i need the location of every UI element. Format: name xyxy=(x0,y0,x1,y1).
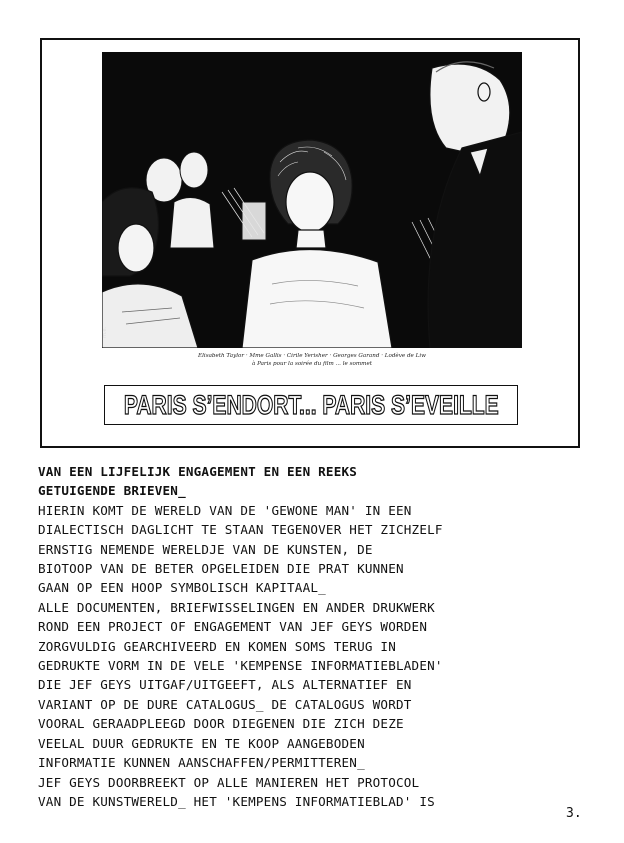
newspaper-headline: PARIS S’ENDORT... PARIS S’EVEILLE xyxy=(123,389,499,420)
party-scene-drawing xyxy=(102,52,522,348)
newspaper-headline-box xyxy=(104,385,518,425)
text-line: VOORAL GERAADPLEEGD DOOR DIEGENEN DIE ZICH DEZE xyxy=(38,716,404,732)
caption-line-1: Elisabeth Taylor · Mme Gallis · Cirile Yerisher · Georges Garand · Lodève de Liw xyxy=(198,353,426,359)
title-line: VAN EEN LIJFELIJK ENGAGEMENT EN EEN REEKS xyxy=(38,464,358,479)
text-line: VAN DE KUNSTWERELD_ HET 'KEMPENS INFORMATIEBLAD' IS xyxy=(38,793,435,809)
text-line: ZORGVULDIG GEARCHIVEERD EN KOMEN SOMS TERUG IN xyxy=(38,638,396,654)
text-line: VARIANT OP DE DURE CATALOGUS_ DE CATALOGUS WORDT xyxy=(38,696,412,712)
text-line: ALLE DOCUMENTEN, BRIEFWISSELINGEN EN ANDER DRUKWERK xyxy=(38,599,435,615)
handwritten-text-block xyxy=(38,462,600,811)
text-line: GAAN OP EEN HOOP SYMBOLISCH KAPITAAL_ xyxy=(38,580,326,596)
text-line: JEF GEYS DOORBREEKT OP ALLE MANIEREN HET PROTOCOL xyxy=(38,774,420,790)
text-line: GEDRUKTE VORM IN DE VELE 'KEMPENSE INFORMATIEBLADEN' xyxy=(38,658,443,674)
text-line: DIALECTISCH DAGLICHT TE STAAN TEGENOVER HET ZICHZELF xyxy=(38,522,443,538)
text-line: DIE JEF GEYS UITGAF/UITGEEFT, ALS ALTERNATIEF EN xyxy=(38,677,412,693)
party-illustration xyxy=(102,52,522,348)
page-number: 3. xyxy=(566,806,582,821)
text-line: BIOTOOP VAN DE BETER OPGELEIDEN DIE PRAT KUNNEN xyxy=(38,561,404,577)
title-line: GETUIGENDE BRIEVEN_ xyxy=(38,483,186,499)
svg-text:m.e.: m.e. xyxy=(102,326,108,338)
text-line: ROND EEN PROJECT OF ENGAGEMENT VAN JEF GEYS WORDEN xyxy=(38,619,428,635)
caption-line-2: à Paris pour la soirée du film ... le sommet xyxy=(251,361,373,367)
text-line: VEELAL DUUR GEDRUKTE EN TE KOOP AANGEBODEN xyxy=(38,735,365,751)
illustration-frame xyxy=(40,38,580,448)
text-line: ERNSTIG NEMENDE WERELDJE VAN DE KUNSTEN, DE xyxy=(38,541,373,557)
text-line: INFORMATIE KUNNEN AANSCHAFFEN/PERMITTEREN_ xyxy=(38,755,365,771)
text-line: HIERIN KOMT DE WERELD VAN DE 'GEWONE MAN' IN EEN xyxy=(38,502,412,518)
photo-caption xyxy=(102,352,522,368)
